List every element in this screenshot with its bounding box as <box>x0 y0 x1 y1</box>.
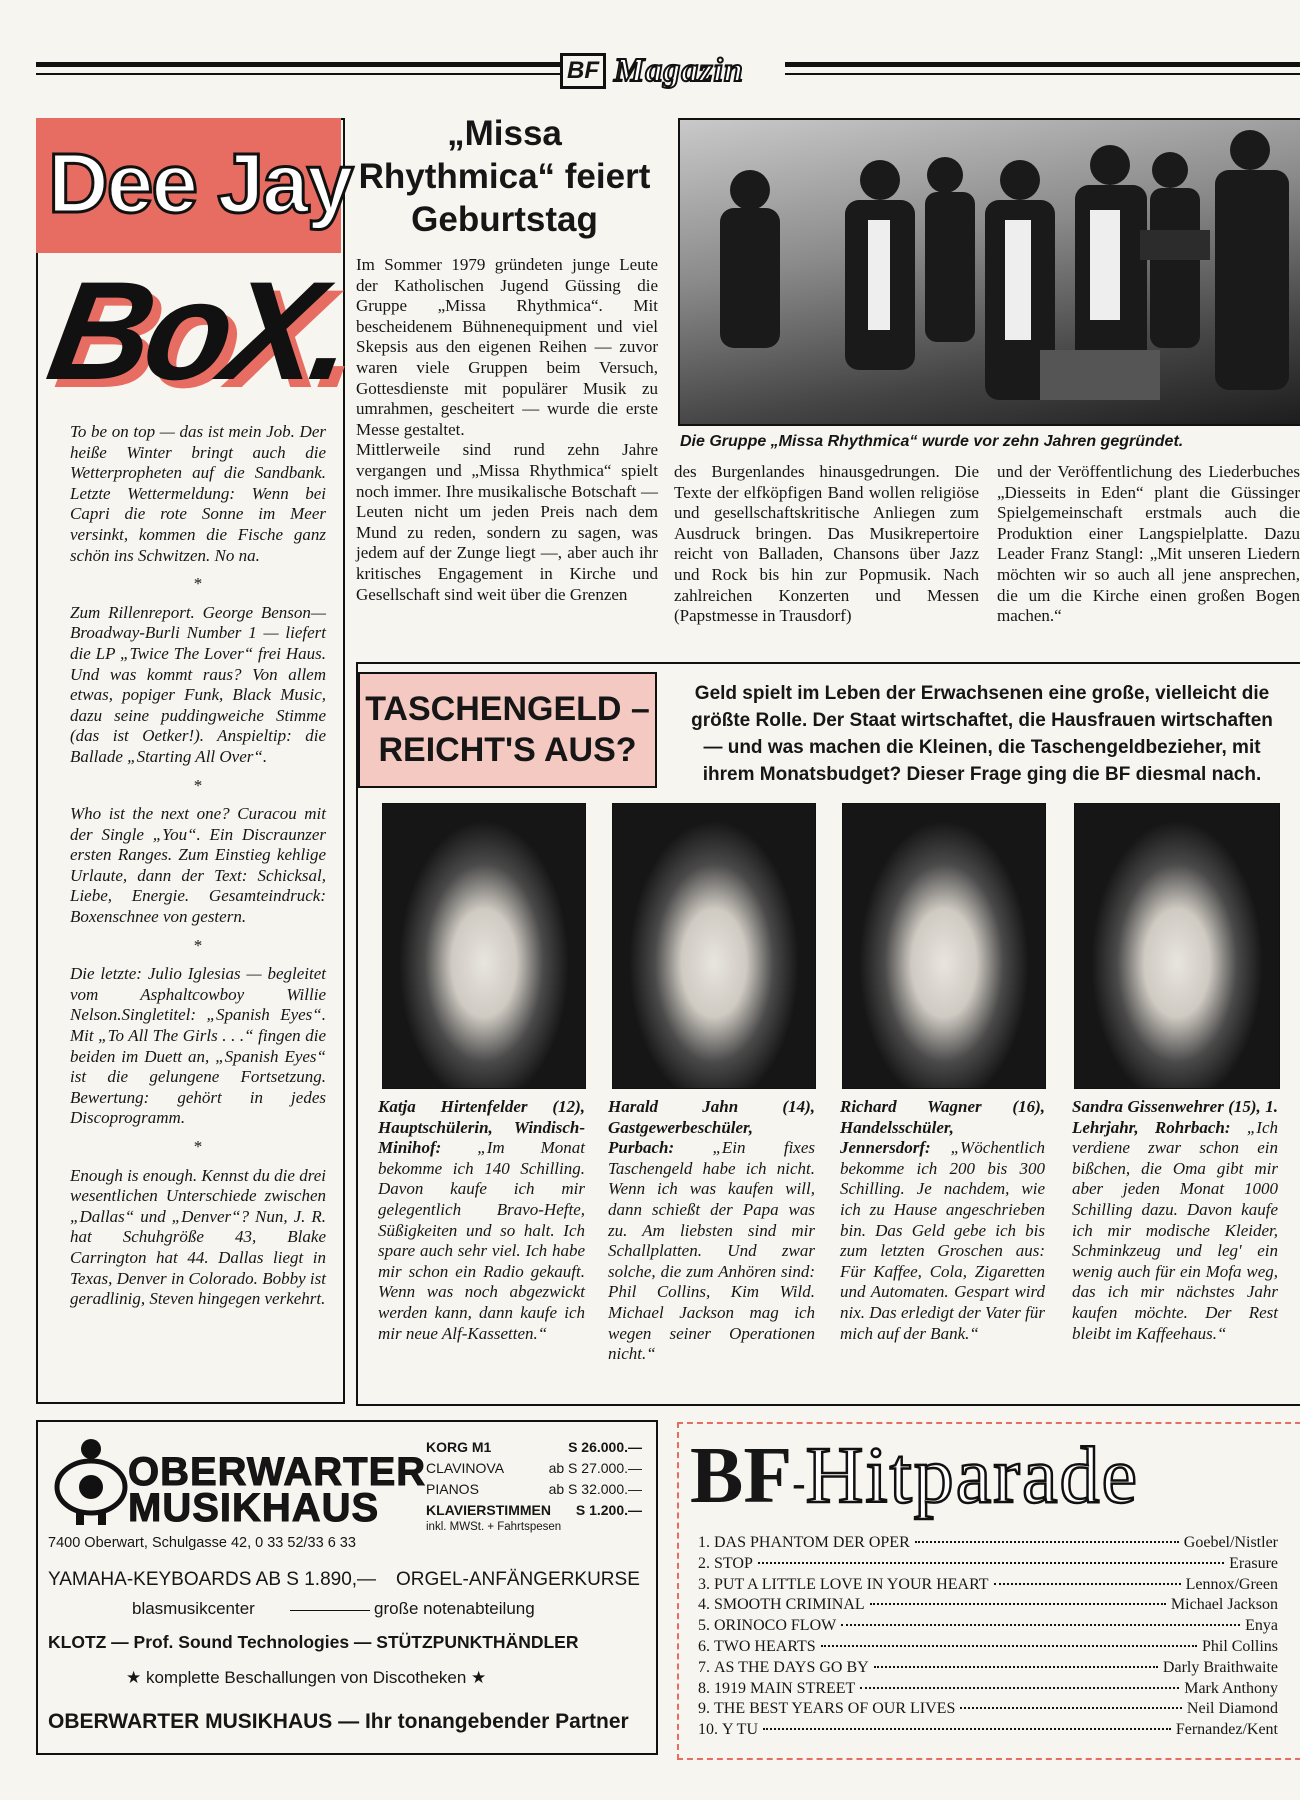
separator-star: * <box>193 574 203 594</box>
band-photo-caption: Die Gruppe „Missa Rhythmica“ wurde vor zehn Jahren gegründet. <box>680 433 1184 450</box>
portrait-photo <box>842 803 1046 1089</box>
person-name: Richard Wagner (16), Handelsschüler, Jennersdorf: <box>840 1097 1045 1158</box>
chart-rank: 5. <box>698 1617 710 1635</box>
taschengeld-headline: TASCHENGELD – REICHT'S AUS? <box>358 672 657 788</box>
song-title: STOP <box>714 1554 753 1572</box>
song-title: PUT A LITTLE LOVE IN YOUR HEART <box>714 1575 989 1593</box>
missa-paragraph: Im Sommer 1979 gründeten junge Leute der Katholischen Jugend Güssing die Gruppe „Missa Rhythmica“. Mit bescheidenem Bühnenequipment und viel Skepsis aus den eigenen Reihen — zuvor waren viele Gruppen beim Versuch, Gottesdienste mit populärer Musik zu umrahmen, gescheitert — wurde die erste Messe gestaltet. <box>356 255 658 439</box>
price-item: CLAVINOVA <box>426 1460 505 1476</box>
price-vat-note: inkl. MWSt. + Fahrtspesen <box>426 1521 562 1533</box>
song-title: ORINOCO FLOW <box>714 1617 837 1635</box>
ad-noten: große notenabteilung <box>374 1599 535 1618</box>
person-statement <box>1072 1097 1278 1344</box>
chart-rank: 9. <box>698 1700 710 1718</box>
musikhaus-logo-line-2: MUSIKHAUS <box>128 1486 380 1530</box>
list-item <box>698 1721 1278 1742</box>
band-photo-figures <box>680 120 1300 424</box>
ad-klotz-line: KLOTZ — Prof. Sound Technologies — STÜTZPUNKTHÄNDLER <box>48 1632 579 1652</box>
musikhaus-address: 7400 Oberwart, Schulgasse 42, 0 33 52/33 6 33 <box>48 1535 356 1551</box>
list-item <box>698 1534 1278 1555</box>
deejay-paragraph: Zum Rillenreport. George Benson— Broadway-Burli Number 1 — liefert die LP „Twice The Lover“ frei Haus. Und was kommt raus? Von allem etwas, popiger Funk, Black Music, dazu seine puddingweiche Stimme (das ist Oetker!). Anspieltip: die Ballade „Starting All Over“. <box>70 602 326 766</box>
person-name: Sandra Gissenwehrer (15), 1. Lehrjahr, Rohrbach: <box>1072 1097 1278 1137</box>
leader-dots <box>860 1687 1179 1689</box>
portrait-photo <box>612 803 816 1089</box>
person-quote: „Im Monat bekomme ich 140 Schilling. Davon kaufe ich mir gelegentlich Bravo-Hefte, Süßigkeiten und so halt. Ich spare auch sehr viel. Ich habe mir schon ein Radio gekauft. Wenn was noch abgezwickt werden kann, dann kaufe ich mir neue Alf-Kassetten.“ <box>378 1138 586 1343</box>
missa-headline: „Missa Rhythmica“ feiert Geburtstag <box>358 114 651 239</box>
missa-column-3: und der Veröffentlichung des Liederbuches „Diesseits in Eden“ plant die Güssinger Spielgemeinschaft erstmals auch die Produktion einer Langspielplatte. Dazu Leader Franz Stangl: „Mit unseren Liedern möchten wir so auch all jene ansprechen, die um die Kirche einen großen Bogen machen.“ <box>997 462 1300 626</box>
leader-dots <box>915 1541 1179 1543</box>
ad-slogan: OBERWARTER MUSIKHAUS — Ihr tonangebender Partner <box>48 1710 629 1733</box>
separator-star: * <box>193 775 203 795</box>
person-quote: „Ein fixes Taschengeld habe ich nicht. Wenn ich was kaufen will, dann schießt der Papa was zu. Am liebsten sind mir Schallplatten. Und zwar solche, die zum Anhören sind: Phil Collins, Kim Wild. Michael Jackson mag ich wegen seiner Operationen nicht.“ <box>608 1138 815 1364</box>
leader-dots <box>841 1624 1240 1626</box>
hitparade-title <box>690 1428 1139 1532</box>
deejay-paragraph: To be on top — das ist mein Job. Der heiße Winter bringt auch die Wetterpropheten auf die Sandbank. Letzte Wettermeldung: Wenn bei Capri die rote Sonne im Meer versinkt, kommen die Fische ganz schön ins Schwitzen. No na. <box>70 422 326 565</box>
deejay-paragraph: Die letzte: Julio Iglesias — begleitet vom Asphaltcowboy Willie Nelson.Singletitel: „Spanish Eyes“. Mit „To All The Girls . . .“ fingen die beiden im Duett an, „Spanish Eyes“ ist die gelungene Fortsetzung. Bewertung: gehört in jedes Discoprogramm. <box>70 964 326 1128</box>
chart-rank: 6. <box>698 1637 710 1655</box>
price-row <box>426 1500 642 1521</box>
leader-dots <box>870 1603 1166 1605</box>
price-item: KLAVIERSTIMMEN <box>426 1502 551 1518</box>
person-quote: „Ich verdiene zwar schon ein bißchen, die Oma gibt mir aber jeden Monat 1000 Schilling dazu. Davon kaufe ich mir modische Kleider, Schminkzeug und leg' ein wenig auch für ein Mofa weg, das ich mir nächstes Jahr kaufen möchte. Der Rest bleibt im Kaffeehaus.“ <box>1072 1117 1278 1343</box>
leader-dots <box>763 1728 1171 1730</box>
chart-rank: 10. <box>698 1721 718 1739</box>
chart-rank: 8. <box>698 1679 710 1697</box>
hitparade-list <box>698 1534 1278 1742</box>
missa-column-1 <box>356 255 658 605</box>
missa-paragraph: Mittlerweile sind rund zehn Jahre vergangen und „Missa Rhythmica“ spielt noch immer. Ihre musikalische Botschaft — Leuten nicht um jeden Preis nach dem Mund zu reden, sondern zu sagen, was jedem auf der Zunge liegt —, aber auch ihr kritisches Engagement in Kirche und Gesellschaft sind weit über die Grenzen <box>356 440 658 604</box>
deejay-title: Dee Jay <box>48 136 352 230</box>
price-row <box>426 1437 642 1458</box>
song-title: TWO HEARTS <box>714 1637 816 1655</box>
ad-keyboards-line: YAMAHA-KEYBOARDS AB S 1.890,— <box>48 1569 377 1590</box>
person-statement <box>608 1097 815 1365</box>
ad-courses-line: ORGEL-ANFÄNGERKURSE <box>396 1569 640 1590</box>
band-photo <box>678 118 1300 426</box>
song-artist: Goebel/Nistler <box>1183 1534 1278 1551</box>
song-title: Y TU <box>722 1721 758 1739</box>
chart-rank: 1. <box>698 1534 710 1551</box>
song-artist: Phil Collins <box>1201 1637 1278 1655</box>
hitparade-word: Hitparade <box>805 1432 1139 1520</box>
leader-dots <box>874 1666 1158 1668</box>
taschengeld-intro: Geld spielt im Leben der Erwachsenen eine große, vielleicht die größte Rolle. Der Staat wirtschaftet, die Hausfrauen wirtschaften — und was machen die Kleinen, die Taschengeldbezieher, mit ihrem Monatsbudget? Dieser Frage ging die BF diesmal nach. <box>691 683 1273 785</box>
person-name: Harald Jahn (14), Gastgewerbeschüler, Purbach: <box>608 1097 815 1158</box>
song-artist: Lennox/Green <box>1185 1575 1278 1593</box>
header-rule-right-thin <box>785 73 1300 75</box>
song-artist: Erasure <box>1229 1554 1278 1572</box>
deejay-paragraph: Who ist the next one? Curacou mit der Single „You“. Ein Discraunzer ersten Ranges. Zum Einstieg kehlige Urlaute, dann der Text: Schicksal, Liebe, Energie. Gesamteindruck: Boxenschnee von gestern. <box>70 804 326 927</box>
hitparade-bf: BF <box>690 1432 793 1520</box>
leader-dots <box>994 1583 1181 1585</box>
chart-rank: 3. <box>698 1575 710 1593</box>
deejay-article <box>70 422 326 1310</box>
chart-rank: 4. <box>698 1596 710 1614</box>
header-rule-left-thin <box>36 73 560 75</box>
separator-star: * <box>193 1137 203 1156</box>
price-item: PIANOS <box>426 1481 479 1497</box>
masthead-magazin: Magazin <box>614 52 744 89</box>
song-title: 1919 MAIN STREET <box>714 1679 856 1697</box>
song-title: DAS PHANTOM DER OPER <box>714 1534 910 1551</box>
song-artist: Michael Jackson <box>1170 1596 1278 1614</box>
price-row <box>426 1479 642 1500</box>
ad-beschallung-line: ★ komplette Beschallungen von Discotheken ★ <box>126 1668 487 1687</box>
leader-dots <box>821 1645 1197 1647</box>
price-value: S 1.200.— <box>575 1502 642 1518</box>
portrait-photo <box>1074 803 1280 1089</box>
song-title: AS THE DAYS GO BY <box>714 1658 869 1676</box>
separator-star: * <box>193 935 203 955</box>
price-value: ab S 27.000.— <box>548 1460 642 1476</box>
header-rule-right <box>785 62 1300 67</box>
price-value: S 26.000.— <box>568 1439 642 1455</box>
chart-rank: 7. <box>698 1658 710 1676</box>
deejay-box-logo: BoX. <box>38 252 361 409</box>
musician-logo-icon <box>54 1435 128 1525</box>
ad-blasmusik: blasmusikcenter <box>132 1599 255 1618</box>
musikhaus-logo-line-1: OBERWARTER <box>128 1450 427 1494</box>
price-row <box>426 1458 642 1479</box>
person-statement <box>378 1097 585 1344</box>
list-item <box>698 1555 1278 1576</box>
portrait-photo <box>382 803 586 1089</box>
price-item: KORG M1 <box>426 1439 492 1455</box>
song-artist: Darly Braithwaite <box>1162 1658 1278 1676</box>
deejay-paragraph: Enough is enough. Kennst du die drei wesentlichen Unterschiede zwischen „Dallas“ und „Denver“? Nun, J. R. hat Schuhgröße 43, Blake Carrington hat 44. Dallas liegt in Texas, Denver in Colorado. Bobby ist geradlinig, Steven hingegen verkehrt. <box>70 1165 326 1309</box>
masthead-bf-logo: BF <box>560 53 606 89</box>
song-title: SMOOTH CRIMINAL <box>714 1596 865 1614</box>
price-value: ab S 32.000.— <box>548 1481 642 1497</box>
list-item <box>698 1700 1278 1721</box>
song-title: THE BEST YEARS OF OUR LIVES <box>714 1700 956 1718</box>
song-artist: Fernandez/Kent <box>1175 1721 1278 1739</box>
header-rule-left <box>36 62 560 67</box>
chart-rank: 2. <box>698 1554 710 1572</box>
list-item <box>698 1576 1278 1597</box>
song-artist: Neil Diamond <box>1186 1700 1278 1718</box>
song-artist: Mark Anthony <box>1184 1679 1278 1697</box>
list-item <box>698 1638 1278 1659</box>
leader-dots <box>960 1707 1182 1709</box>
list-item <box>698 1617 1278 1638</box>
person-name: Katja Hirtenfelder (12), Hauptschülerin, Windisch-Minihof: <box>378 1097 585 1158</box>
song-artist: Enya <box>1245 1617 1278 1635</box>
price-list <box>426 1437 642 1533</box>
person-quote: „Wöchentlich bekomme ich 200 bis 300 Schilling. Je nachdem, wie ich zu Hause angeschrieben bin. Das Geld gebe ich bis zum letzten Groschen aus: Für Kaffee, Cola, Zigaretten und Automaten. Gespart wird nix. Das erledigt der Vater für mich auf der Bank.“ <box>840 1138 1045 1343</box>
person-statement <box>840 1097 1045 1344</box>
ad-divider <box>290 1610 370 1611</box>
masthead <box>560 50 785 92</box>
leader-dots <box>758 1562 1224 1564</box>
list-item <box>698 1659 1278 1680</box>
missa-column-2: des Burgenlandes hinausgedrungen. Die Texte der elfköpfigen Band wollen religiöse und gesellschaftskritische Anliegen zum Ausdruck bringen. Das Musikrepertoire reicht von Balladen, Chansons über Jazz und Rock bis hin zur Popmusik. Nach zahlreichen Konzerten und Messen (Papstmesse in Trausdorf) <box>674 462 979 626</box>
list-item <box>698 1596 1278 1617</box>
list-item <box>698 1680 1278 1701</box>
hitparade-dash: - <box>792 1460 806 1506</box>
